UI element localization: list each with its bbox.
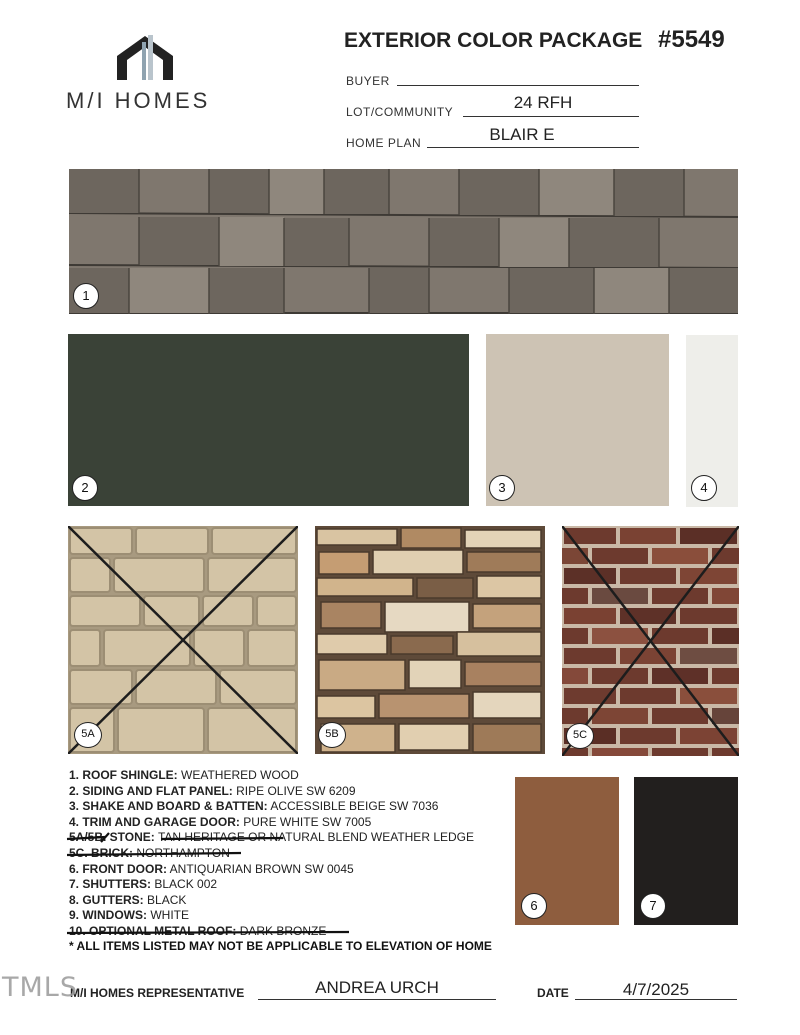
siding-swatch [68, 334, 469, 506]
package-number: #5549 [658, 26, 725, 53]
roof-shingle-swatch [69, 169, 738, 314]
swatch-number-7: 7 [640, 893, 666, 919]
mi-homes-logo-icon [117, 34, 173, 80]
swatch-number-5c: 5C [566, 723, 594, 749]
list-item: 10. OPTIONAL METAL ROOF: DARK BRONZE [69, 924, 519, 940]
list-item: 4. TRIM AND GARAGE DOOR: PURE WHITE SW 7005 [69, 814, 372, 829]
list-item: 7. SHUTTERS: BLACK 002 [69, 877, 218, 892]
representative-field[interactable] [258, 999, 496, 1000]
list-item: 9. WINDOWS: WHITE [69, 908, 190, 923]
strikethrough-mark [65, 830, 285, 846]
shutters-swatch [634, 777, 738, 925]
list-item: 3. SHAKE AND BOARD & BATTEN: ACCESSIBLE BEIGE SW 7036 [69, 799, 439, 814]
date-value: 4/7/2025 [622, 980, 690, 999]
color-item-list [69, 768, 519, 940]
strikethrough-mark [65, 846, 245, 862]
page-title: EXTERIOR COLOR PACKAGE [344, 29, 643, 52]
brand-name: M/I HOMES [66, 88, 211, 113]
plan-value: BLAIR E [489, 125, 555, 144]
list-item: 6. FRONT DOOR: ANTIQUARIAN BROWN SW 0045 [69, 861, 354, 876]
buyer-label: BUYER [346, 74, 390, 88]
representative-value: ANDREA URCH [315, 978, 439, 997]
swatch-number-2: 2 [72, 475, 98, 501]
swatch-number-1: 1 [73, 283, 99, 309]
brick-5c-swatch [562, 526, 739, 756]
swatch-number-3: 3 [489, 475, 515, 501]
swatch-number-4: 4 [691, 475, 717, 501]
applicability-note: * ALL ITEMS LISTED MAY NOT BE APPLICABLE TO ELEVATION OF HOME [69, 939, 492, 953]
list-item: 5A/5B. STONE: TAN HERITAGE OR NATURAL BLEND WEATHER LEDGE [69, 830, 519, 846]
swatch-number-5a: 5A [74, 722, 102, 748]
lot-value: 24 RFH [513, 93, 573, 112]
lot-label: LOT/COMMUNITY [346, 105, 454, 119]
list-item: 2. SIDING AND FLAT PANEL: RIPE OLIVE SW 6209 [69, 783, 356, 798]
plan-field[interactable] [427, 147, 639, 148]
buyer-field[interactable] [397, 85, 639, 86]
list-item: 1. ROOF SHINGLE: WEATHERED WOOD [69, 768, 299, 782]
list-item: 8. GUTTERS: BLACK [69, 892, 187, 907]
shake-swatch [486, 334, 669, 506]
date-label: DATE [537, 986, 569, 1000]
strikethrough-mark [65, 924, 355, 940]
swatch-number-6: 6 [521, 893, 547, 919]
representative-label: M/I HOMES REPRESENTATIVE [70, 986, 245, 1000]
mls-watermark: TMLS [2, 972, 78, 1003]
list-item: 5C. BRICK: NORTHAMPTON [69, 846, 519, 862]
plan-label: HOME PLAN [346, 136, 422, 150]
stone-5b-swatch [315, 526, 545, 754]
swatch-number-5b: 5B [318, 722, 346, 748]
stone-5a-swatch [68, 526, 298, 754]
trim-swatch [686, 335, 738, 507]
lot-field[interactable] [463, 116, 639, 117]
front-door-swatch [515, 777, 619, 925]
